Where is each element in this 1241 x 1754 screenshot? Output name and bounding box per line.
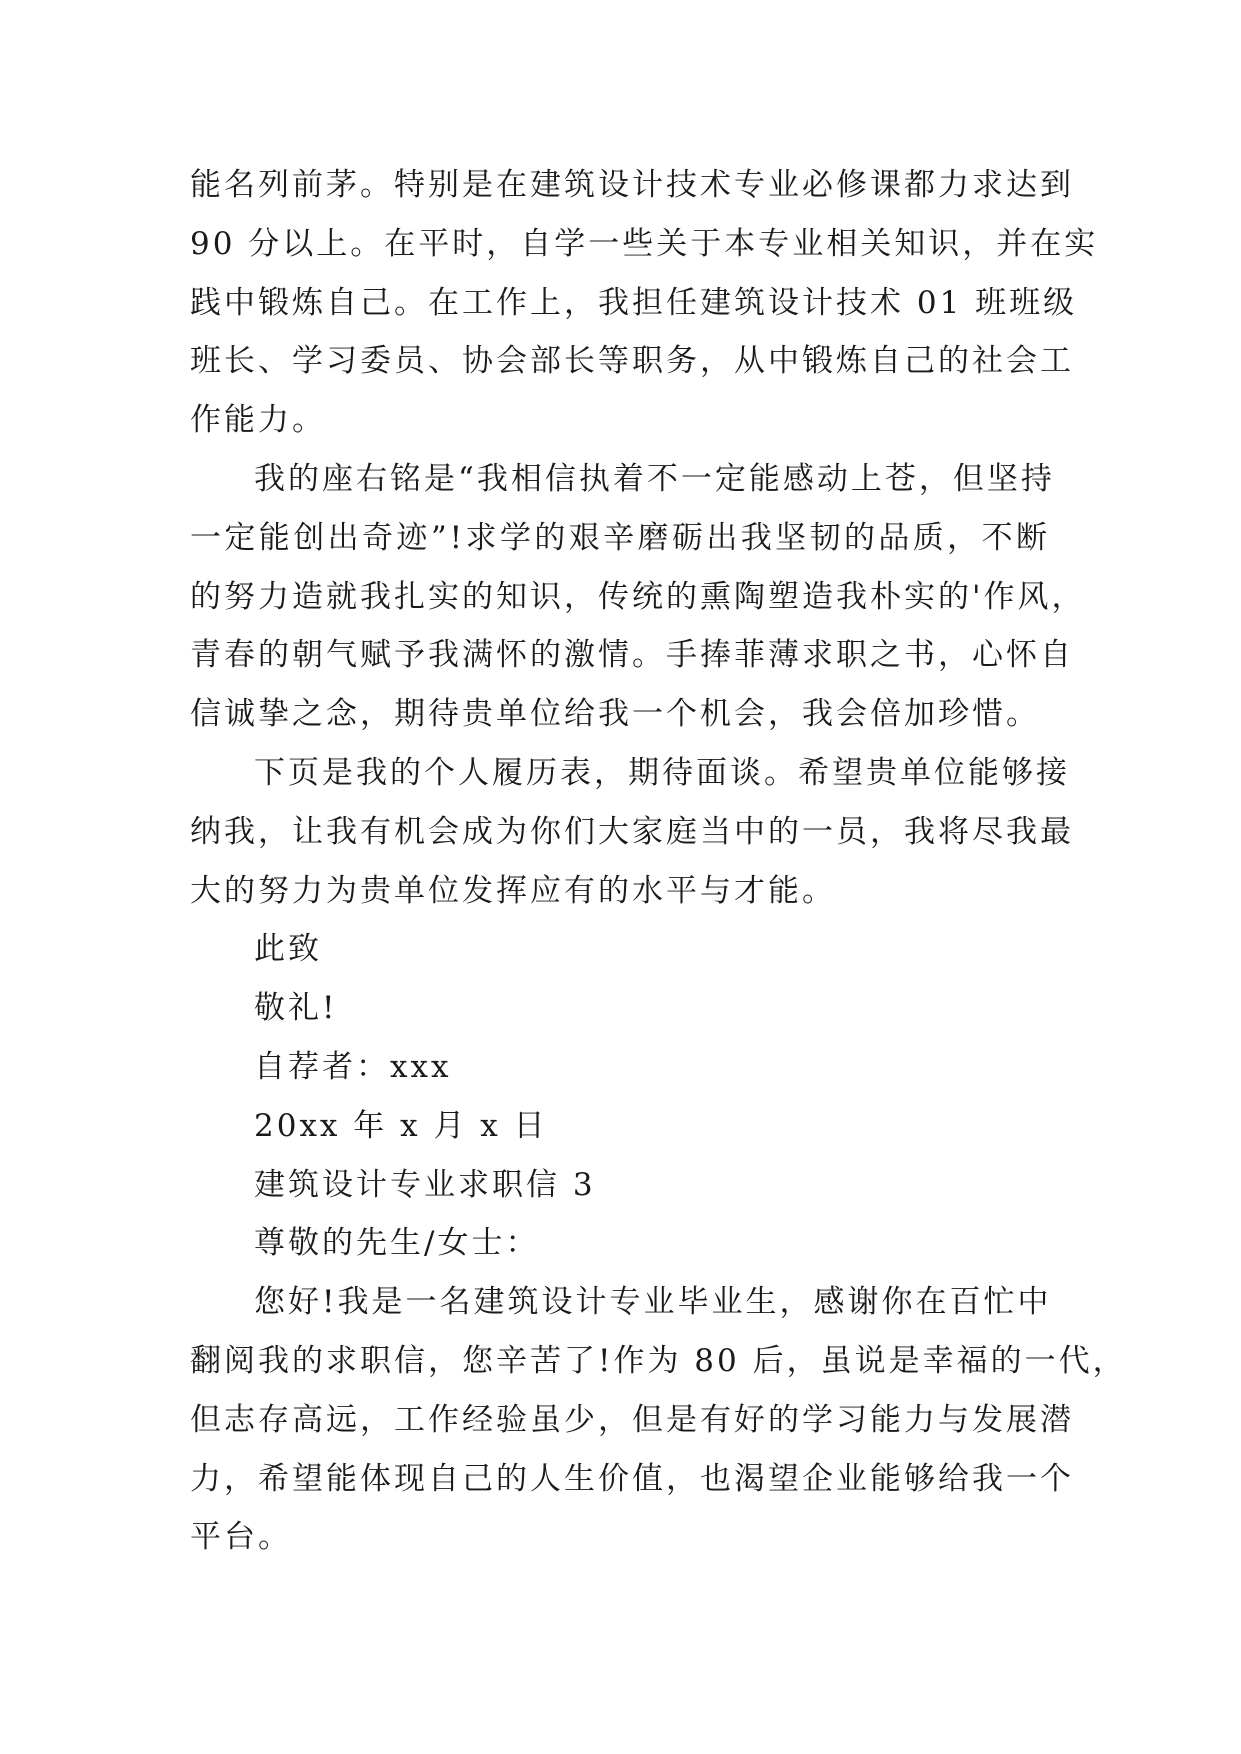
text-line: 一定能创出奇迹”!求学的艰辛磨砺出我坚韧的品质，不断 [190,519,1050,556]
text-line: 践中锻炼自己。在工作上，我担任建筑设计技术 01 班班级 [190,284,1078,321]
date-line: 20xx 年 x 月 x 日 [254,1107,548,1144]
closing-salutation: 此致 [254,931,322,968]
text-line: 信诚挚之念，期待贵单位给我一个机会，我会倍加珍惜。 [190,696,1040,733]
closing-regards: 敬礼! [254,990,338,1027]
text-line: 青春的朝气赋予我满怀的激情。手捧菲薄求职之书，心怀自 [190,637,1074,674]
paragraph-start-line: 下页是我的个人履历表，期待面谈。希望贵单位能够接 [254,754,1070,791]
text-line: 大的努力为贵单位发挥应有的水平与才能。 [190,872,836,909]
text-line: 力，希望能体现自己的人生价值，也渴望企业能够给我一个 [190,1460,1074,1497]
text-line: 90 分以上。在平时，自学一些关于本专业相关知识，并在实 [190,225,1099,262]
text-line: 班长、学习委员、协会部长等职务，从中锻炼自己的社会工 [190,343,1074,380]
section-title: 建筑设计专业求职信 3 [254,1166,596,1203]
text-line: 但志存高远，工作经验虽少，但是有好的学习能力与发展潜 [190,1401,1074,1438]
signature-line: 自荐者：xxx [254,1048,452,1085]
paragraph-start-line: 您好!我是一名建筑设计专业毕业生，感谢你在百忙中 [254,1284,1052,1321]
text-line: 作能力。 [190,402,326,439]
text-line: 平台。 [190,1519,292,1556]
text-line: 纳我，让我有机会成为你们大家庭当中的一员，我将尽我最 [190,813,1074,850]
text-line: 翻阅我的求职信，您辛苦了!作为 80 后，虽说是幸福的一代， [190,1342,1127,1379]
letter-body [190,156,1127,1567]
greeting-line: 尊敬的先生/女士： [254,1225,540,1262]
paragraph-start-line: 我的座右铭是“我相信执着不一定能感动上苍，但坚持 [254,460,1055,497]
text-line: 的努力造就我扎实的知识，传统的熏陶塑造我朴实的'作风， [190,578,1086,615]
text-line: 能名列前茅。特别是在建筑设计技术专业必修课都力求达到 [190,167,1074,203]
